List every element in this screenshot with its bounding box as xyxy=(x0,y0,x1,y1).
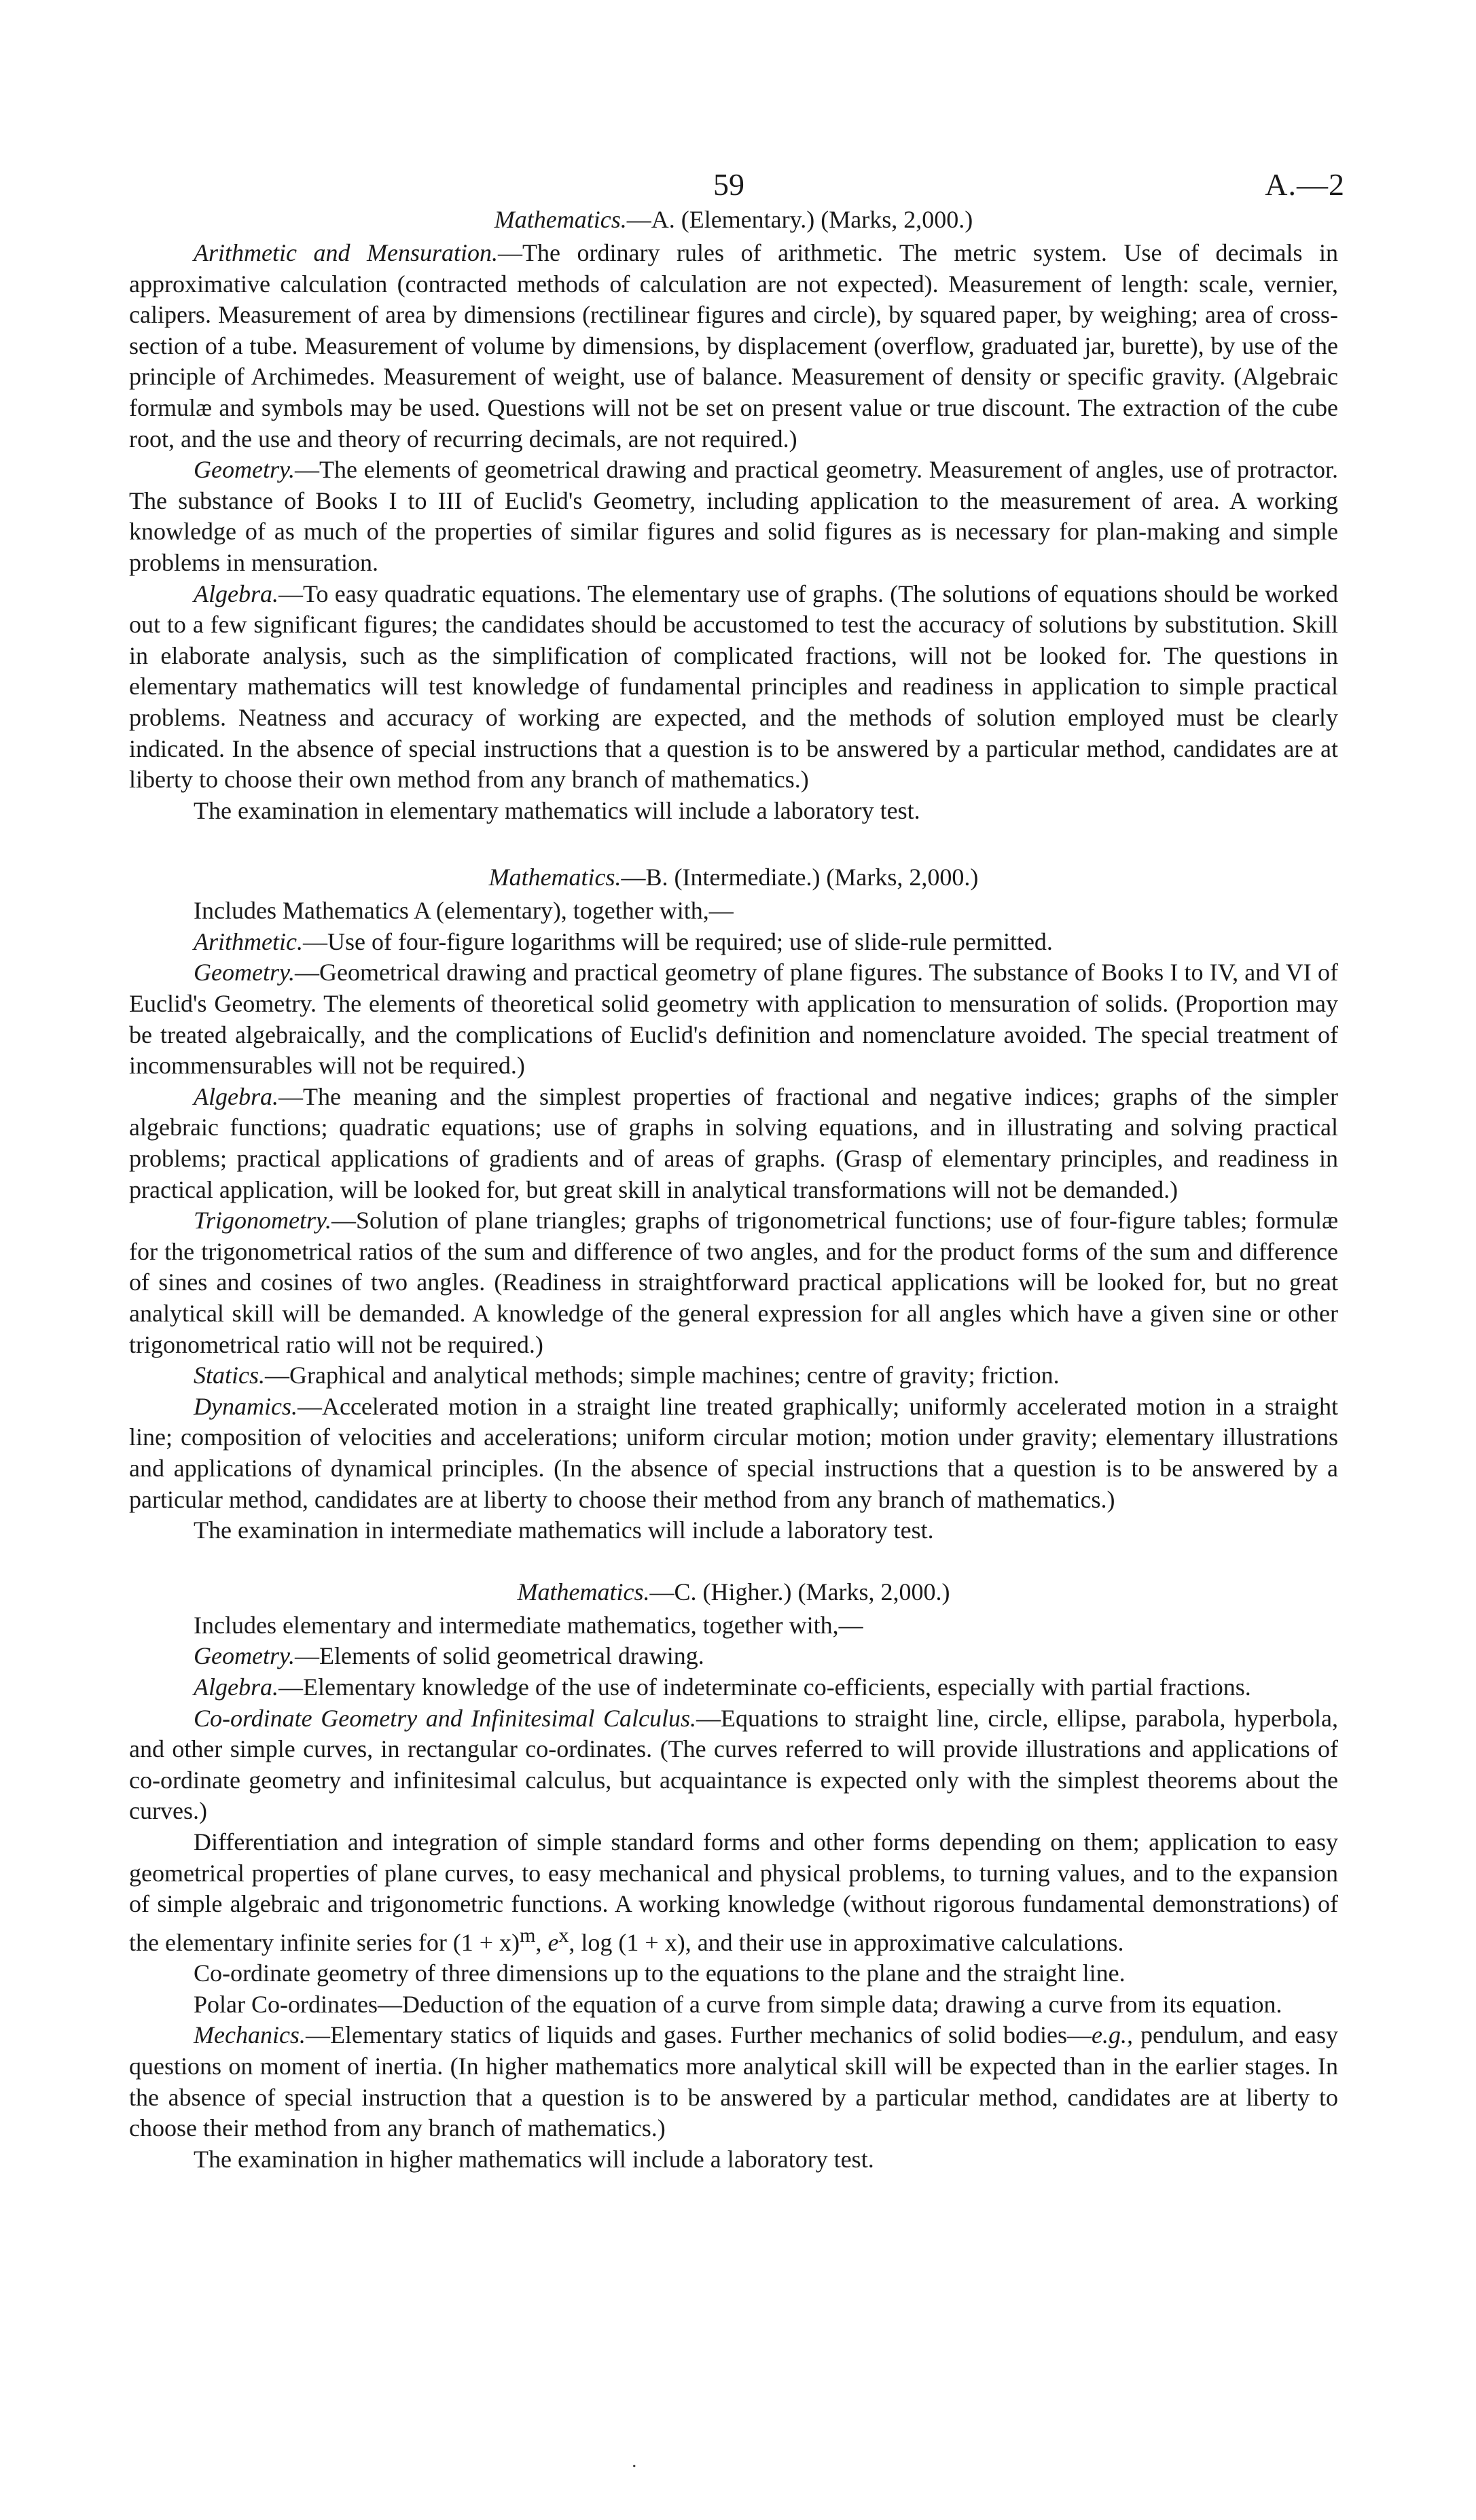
section-mathematics-b xyxy=(129,862,1338,1546)
section-b-algebra-paragraph xyxy=(129,1082,1338,1205)
section-b-statics-paragraph xyxy=(129,1360,1338,1391)
section-c-mechanics-text: —Elementary statics of liquids and gases. Further mechanics of solid bodies— xyxy=(305,2021,1092,2049)
section-c-coordinate-geometry-paragraph xyxy=(129,1703,1338,1827)
series-comma: , xyxy=(535,1928,542,1956)
section-c-heading xyxy=(129,1576,1338,1608)
section-b-dynamics-text: —Accelerated motion in a straight line treated graphically; uniformly accelerated motion in a straight line; composition of velocities and accelerations; uniform circular motion; motion under gravity; elementary illustrations and applications of dynamical principles. (In the absence of special instructions that a question is to be answered by a particular method, candidates are at liberty to choose their method from any branch of mathematics.) xyxy=(129,1392,1338,1513)
section-gap xyxy=(129,1546,1338,1576)
section-b-heading-rest: —B. (Intermediate.) (Marks, 2,000.) xyxy=(621,864,979,891)
section-a-algebra-paragraph xyxy=(129,579,1338,796)
section-b-statics-lead: Statics. xyxy=(194,1362,265,1389)
page-header xyxy=(129,0,1345,204)
section-c-differentiation-paragraph xyxy=(129,1827,1338,1958)
section-mathematics-a xyxy=(129,204,1338,826)
section-b-trigonometry-paragraph xyxy=(129,1205,1338,1360)
section-b-geometry-lead: Geometry. xyxy=(194,959,295,987)
exponent-m: m xyxy=(520,1923,536,1947)
section-b-geometry-paragraph xyxy=(129,957,1338,1081)
section-b-intro: Includes Mathematics A (elementary), together with,— xyxy=(194,897,734,925)
page-mark: . xyxy=(632,2449,637,2472)
section-b-algebra-text: —The meaning and the simplest properties of fractional and negative indices; graphs of the simpler algebraic functions; quadratic equations; use of graphs in solving equations, and in illustrating and solving practical problems; practical applications of gradients and of areas of graphs. (Grasp of elementary principles, and readiness in practical application, will be looked for, but great skill in analytical transformations will not be demanded.) xyxy=(129,1082,1338,1203)
section-c-differentiation-text: Differentiation and integration of simple standard forms and other forms depending on them; application to easy geometrical properties of plane curves, to easy mechanical and physical problems, to turning values, and to the expansion of simple algebraic and trigonometric functions. A working knowledge (without rigorous fundamental demonstrations) of the elementary infinite series for (1 + x) xyxy=(129,1828,1338,1956)
section-b-heading-subject: Mathematics. xyxy=(488,864,622,891)
section-c-examination-note: The examination in higher mathematics will include a laboratory test. xyxy=(194,2145,874,2173)
section-a-algebra-text: —To easy quadratic equations. The elementary use of graphs. (The solutions of equations should be worked out to a few significant figures; the candidates should be accustomed to test the accuracy of solutions by substitution. Skill in elaborate analysis, such as the simplification of complicated fractions, will not be looked for. The questions in elementary mathematics will test knowledge of fundamental principles and readiness in application to simple practical problems. Neatness and accuracy of working are expected, and the methods of solution employed must be clearly indicated. In the absence of special instructions that a question is to be answered by a particular method, candidates are at liberty to choose their own method from any branch of mathematics.) xyxy=(129,580,1338,794)
section-b-trigonometry-lead: Trigonometry. xyxy=(194,1207,332,1235)
section-c-coordinate-geometry-lead: Co-ordinate Geometry and Infinitesimal Calculus. xyxy=(194,1704,697,1732)
section-b-examination-note: The examination in intermediate mathematics will include a laboratory test. xyxy=(194,1516,934,1544)
section-a-arithmetic-text: —The ordinary rules of arithmetic. The metric system. Use of decimals in approximative calculation (contracted methods of calculation are not expected). Measurement of length: scale, vernier, calipers. Measurement of area by dimensions (rectilinear figures and circle), by squared paper, by weighing; area of cross-section of a tube. Measurement of volume by dimensions, by displacement (overflow, graduated jar, burette), by use of the principle of Archimedes. Measurement of weight, use of balance. Measurement of density or specific gravity. (Algebraic formulæ and symbols may be used. Questions will not be set on present value or true discount. The extraction of the cube root, and the use and theory of recurring decimals, are not required.) xyxy=(129,239,1339,452)
section-c-geometry-paragraph xyxy=(129,1641,1338,1672)
section-c-coordinate-geometry-text: —Equations to straight line, circle, ellipse, parabola, hyperbola, and other simple curves, in rectangular co-ordinates. (The curves referred to will provide illustrations and applications of co-ordinate geometry and infinitesimal calculus, but acquaintance is expected only with the simplest theorems about the curves.) xyxy=(129,1704,1338,1825)
section-mathematics-c xyxy=(129,1576,1338,2176)
section-c-mechanics-lead: Mechanics. xyxy=(194,2021,306,2049)
section-c-algebra-lead: Algebra. xyxy=(194,1673,278,1701)
section-a-examination-note: The examination in elementary mathematics will include a laboratory test. xyxy=(194,796,920,824)
section-c-three-dimensions-paragraph: Co-ordinate geometry of three dimensions up to the equations to the plane and the straight line. xyxy=(194,1959,1126,1987)
section-b-heading xyxy=(129,862,1338,893)
section-c-mechanics-text-end: pendulum, and easy questions on moment of inertia. (In higher mathematics more analytical skill will be expected than in the earlier stages. In the absence of special instruction that a question is to be answered by a particular method, candidates are at liberty to choose their method from any branch of mathematics.) xyxy=(129,2021,1338,2142)
document-reference: A.—2 xyxy=(1265,167,1345,202)
exponent-x: x xyxy=(558,1923,569,1947)
section-c-heading-rest: —C. (Higher.) (Marks, 2,000.) xyxy=(649,1578,950,1605)
section-a-algebra-lead: Algebra. xyxy=(194,580,278,607)
section-b-trigonometry-text: —Solution of plane triangles; graphs of trigonometrical functions; use of four-figure tables; formulæ for the trigonometrical ratios of the sum and difference of two angles, and for the product forms of the sum and difference of sines and cosines of two angles. (Readiness in straightforward practical applications will be looked for, but no great analytical skill will be demanded. A knowledge of the general expression for all angles which have a given sine or other trigonometrical ratio will not be required.) xyxy=(129,1207,1338,1358)
section-c-algebra-paragraph xyxy=(129,1672,1338,1703)
section-c-geometry-text: —Elements of solid geometrical drawing. xyxy=(294,1642,704,1670)
section-b-algebra-lead: Algebra. xyxy=(194,1082,278,1110)
section-c-heading-subject: Mathematics. xyxy=(517,1578,650,1605)
section-a-arithmetic-paragraph xyxy=(129,238,1338,455)
section-a-geometry-text: —The elements of geometrical drawing and practical geometry. Measurement of angles, use of protractor. The substance of Books I to III of Euclid's Geometry, including application to the measurement of area. A working knowledge of as much of the properties of similar figures and solid figures as is necessary for plan-making and simple problems in mensuration. xyxy=(129,456,1338,576)
section-b-arithmetic-paragraph xyxy=(129,927,1338,958)
section-c-intro: Includes elementary and intermediate mathematics, together with,— xyxy=(194,1611,863,1639)
section-b-arithmetic-lead: Arithmetic. xyxy=(194,927,303,955)
section-c-algebra-text: —Elementary knowledge of the use of indeterminate co-efficients, especially with partial fractions. xyxy=(278,1673,1251,1701)
section-b-geometry-text: —Geometrical drawing and practical geometry of plane figures. The substance of Books I to IV, and VI of Euclid's Geometry. The elements of theoretical solid geometry with application to mensuration of solids. (Proportion may be treated algebraically, and the complications of Euclid's definition and nomenclature avoided. The special treatment of incommensurables will not be required.) xyxy=(129,959,1338,1080)
section-c-mechanics-paragraph xyxy=(129,2020,1338,2144)
page-number: 59 xyxy=(713,167,744,202)
section-b-statics-text: —Graphical and analytical methods; simple machines; centre of gravity; friction. xyxy=(265,1362,1060,1389)
document-page xyxy=(129,0,1345,2175)
section-gap xyxy=(129,826,1338,862)
section-a-heading xyxy=(129,204,1338,235)
section-c-differentiation-text-end: , log (1 + x), and their use in approximative calculations. xyxy=(569,1928,1124,1956)
section-b-arithmetic-text: —Use of four-figure logarithms will be required; use of slide-rule permitted. xyxy=(302,927,1053,955)
section-a-heading-subject: Mathematics. xyxy=(494,206,627,233)
section-c-mechanics-eg: e.g., xyxy=(1092,2021,1133,2049)
section-a-geometry-paragraph xyxy=(129,455,1338,578)
section-a-heading-rest: —A. (Elementary.) (Marks, 2,000.) xyxy=(626,206,973,233)
section-a-geometry-lead: Geometry. xyxy=(194,456,295,484)
section-a-arithmetic-lead: Arithmetic and Mensuration. xyxy=(194,239,499,266)
section-c-polar-coordinates-paragraph: Polar Co-ordinates—Deduction of the equation of a curve from simple data; drawing a curve from its equation. xyxy=(194,1990,1282,2018)
section-b-dynamics-paragraph xyxy=(129,1391,1338,1515)
section-b-dynamics-lead: Dynamics. xyxy=(194,1392,298,1420)
section-c-geometry-lead: Geometry. xyxy=(194,1642,295,1670)
exponential-e: e xyxy=(547,1928,559,1956)
